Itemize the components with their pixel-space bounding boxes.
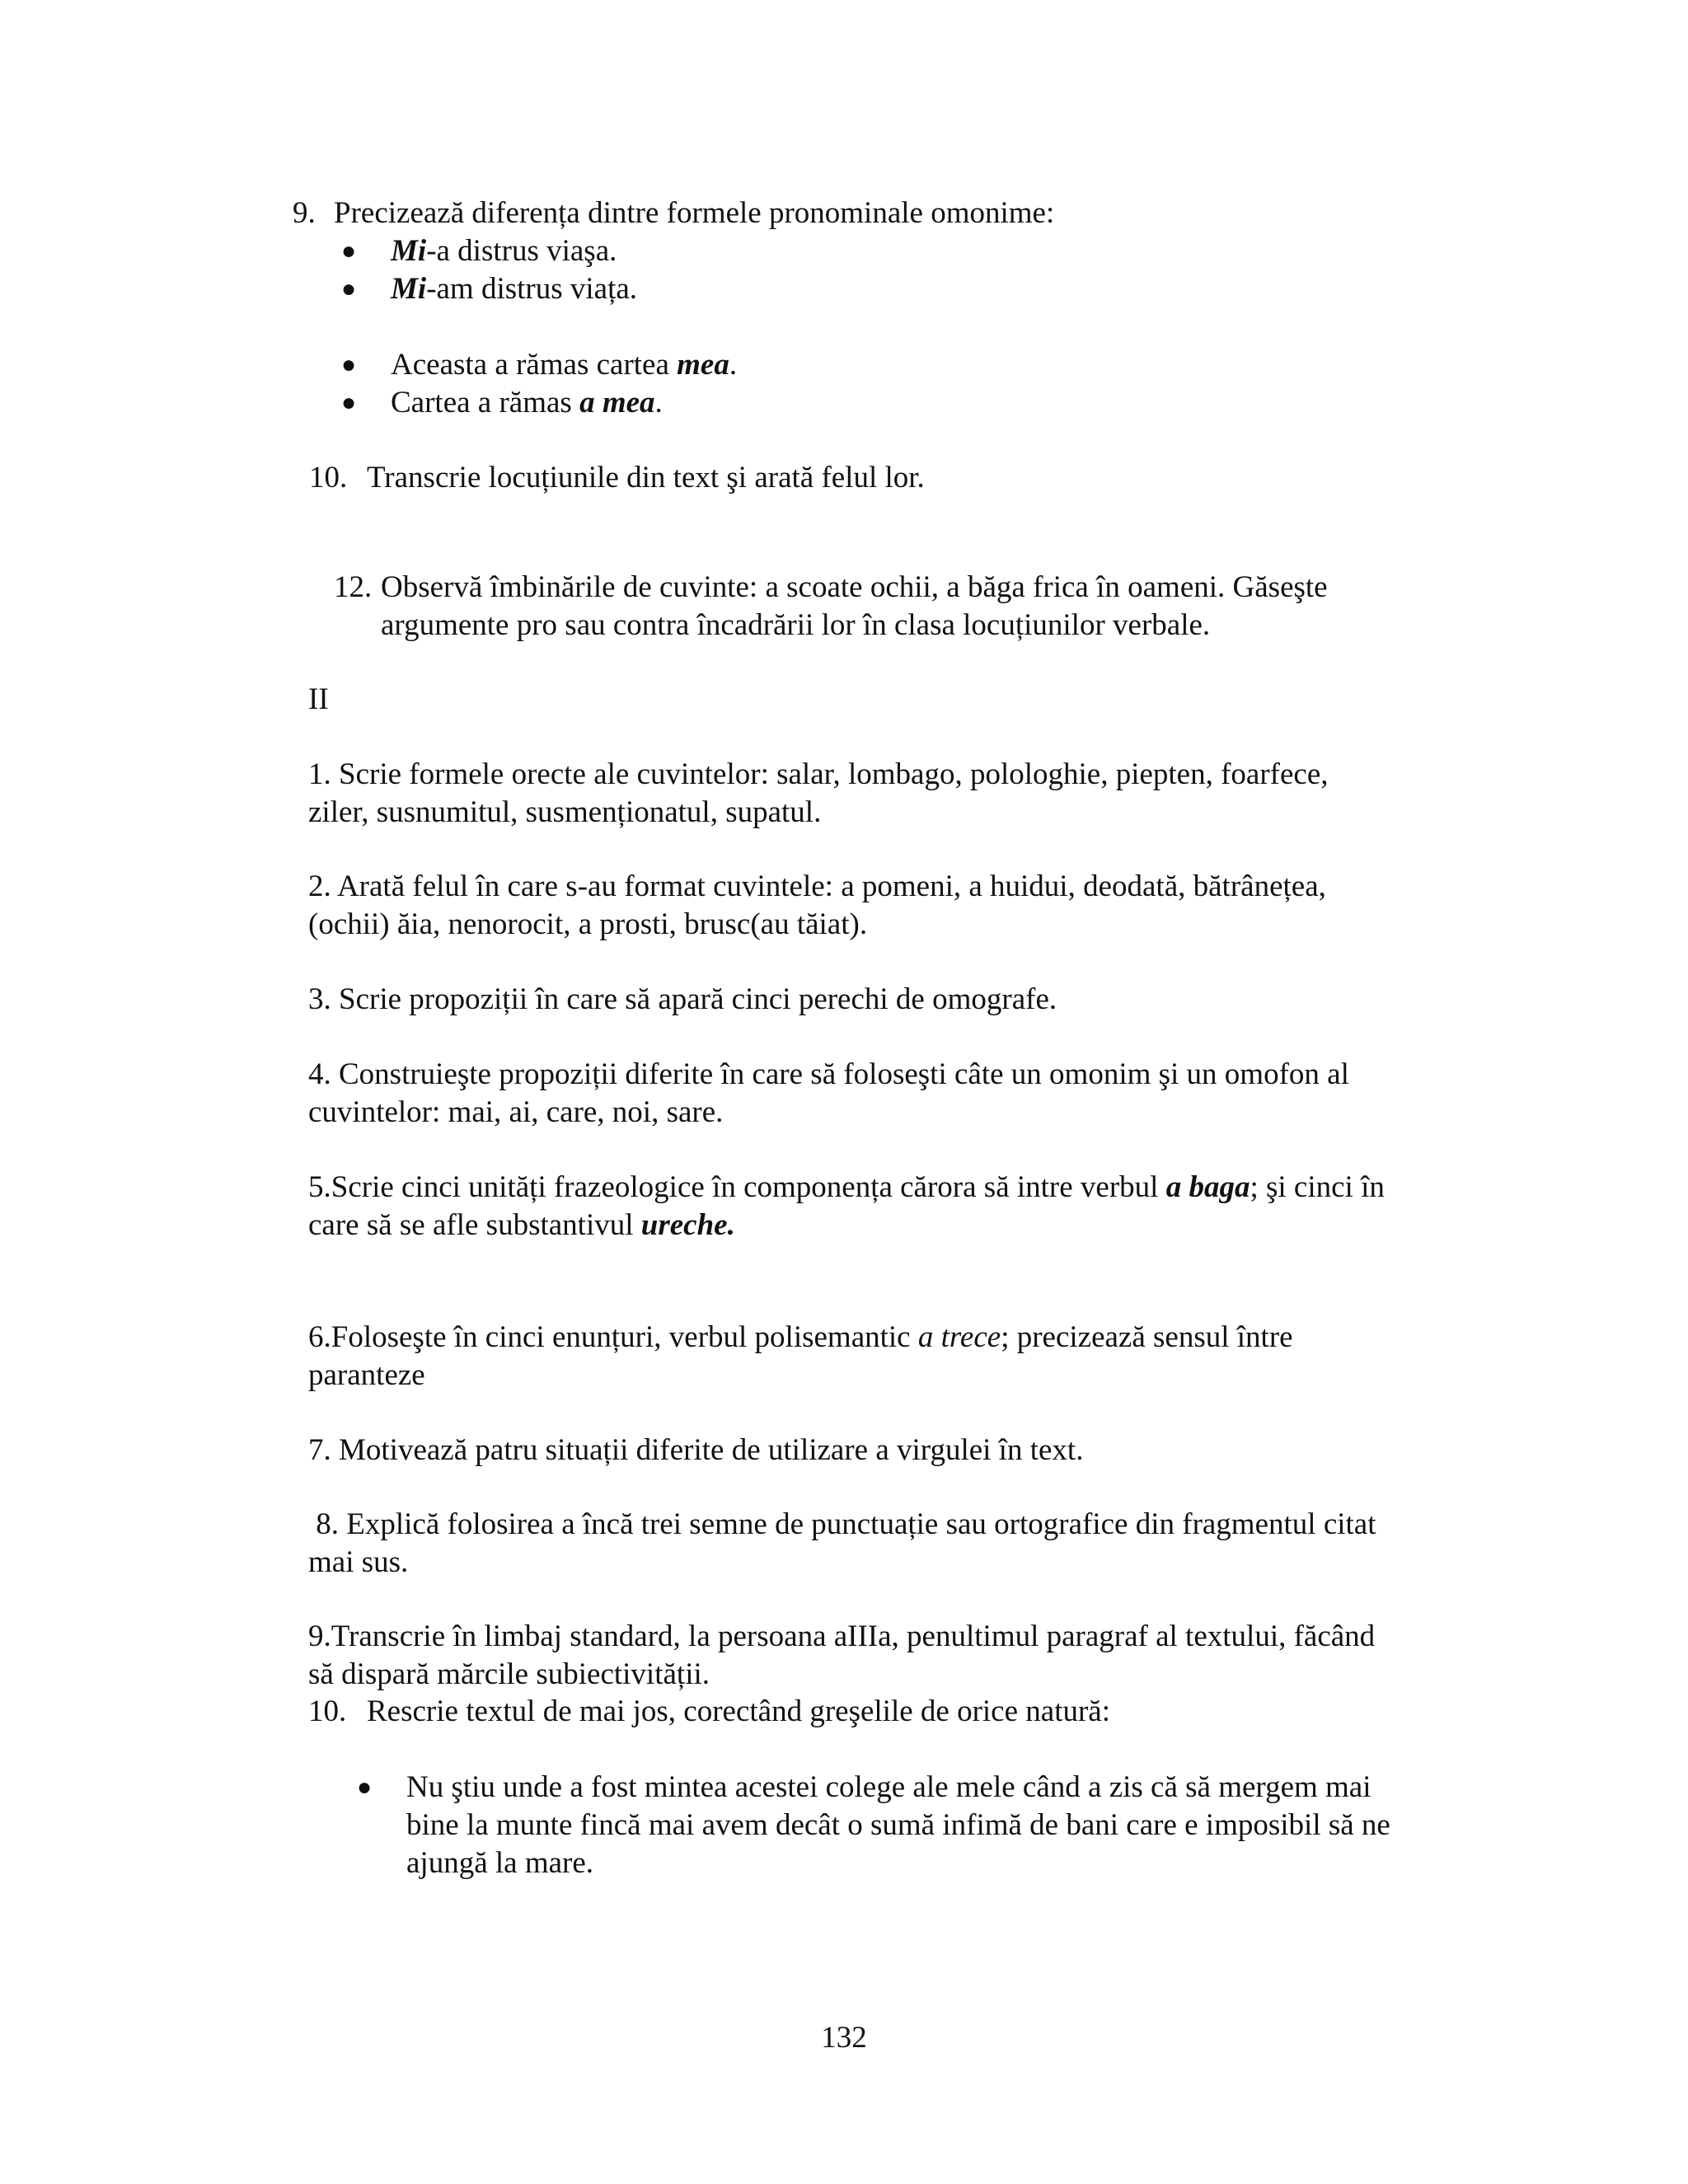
exercise-8-line-2: mai sus. xyxy=(308,1545,409,1579)
exercise-1-line-1: 1. Scrie formele orecte ale cuvintelor: salar, lombago, polologhie, piepten, foarfece, xyxy=(308,757,1329,791)
exercise-4-line-1: 4. Construieşte propoziții diferite în care să foloseşti câte un omonim şi un omofon al xyxy=(308,1057,1349,1091)
exercise-3-line-1: 3. Scrie propoziții în care să apară cinci perechi de omografe. xyxy=(308,982,1057,1016)
exercise-6-line-1: 6.Foloseşte în cinci enunțuri, verbul polisemantic a trece; precizează sensul între xyxy=(308,1320,1293,1354)
question-10-number: 10. xyxy=(309,461,348,494)
question-9-bullet-3: Aceasta a rămas cartea mea. xyxy=(391,348,738,382)
exercise-9-line-1: 9.Transcrie în limbaj standard, la persoana aIIIa, penultimul paragraf al textului, făcând xyxy=(308,1619,1376,1653)
question-12-line-2: argumente pro sau contra încadrării lor în clasa locuțiunilor verbale. xyxy=(381,608,1211,642)
bullet-icon: ● xyxy=(341,351,357,378)
exercise-2-line-1: 2. Arată felul în care s-au format cuvintele: a pomeni, a huidui, deodată, bătrânețea, xyxy=(308,869,1326,903)
bullet-icon: ● xyxy=(341,389,357,416)
question-9-bullet-2: Mi-am distrus viața. xyxy=(391,272,638,306)
exercise-2-line-2: (ochii) ăia, nenorocit, a prosti, brusc(au tăiat). xyxy=(308,907,868,941)
page-number: 132 xyxy=(821,2021,867,2055)
question-9-number: 9. xyxy=(293,196,316,230)
exercise-10-bullet-line-2: bine la munte fincă mai avem decât o sumă infimă de bani care e imposibil să ne xyxy=(406,1808,1390,1842)
question-12-line-1: Observă îmbinările de cuvinte: a scoate ochii, a băga frica în oameni. Găseşte xyxy=(381,570,1328,604)
exercise-4-line-2: cuvintelor: mai, ai, care, noi, sare. xyxy=(308,1095,724,1129)
exercise-7-line-1: 7. Motivează patru situații diferite de utilizare a virgulei în text. xyxy=(308,1433,1084,1467)
question-9-bullet-4: Cartea a rămas a mea. xyxy=(391,386,663,419)
bullet-icon: ● xyxy=(341,275,357,302)
bullet-icon: ● xyxy=(341,237,357,265)
exercise-10-text: Rescrie textul de mai jos, corectând greşelile de orice natură: xyxy=(367,1694,1111,1728)
exercise-1-line-2: ziler, susnumitul, susmenționatul, supatul. xyxy=(308,795,822,829)
exercise-5-line-1: 5.Scrie cinci unități frazeologice în componența cărora să intre verbul a baga; şi cinci în xyxy=(308,1170,1385,1204)
question-12-number: 12. xyxy=(334,570,373,604)
question-10-text: Transcrie locuțiunile din text şi arată felul lor. xyxy=(367,461,925,494)
exercise-8-line-1: 8. Explică folosirea a încă trei semne de punctuație sau ortografice din fragmentul citat xyxy=(308,1507,1376,1541)
section-heading: II xyxy=(308,682,329,716)
question-9-text: Precizează diferența dintre formele pronominale omonime: xyxy=(334,196,1055,230)
exercise-6-line-2: paranteze xyxy=(308,1358,425,1392)
exercise-10-bullet-line-1: Nu ştiu unde a fost mintea acestei colege ale mele când a zis că să mergem mai xyxy=(406,1770,1372,1804)
exercise-9-line-2: să dispară mărcile subiectivității. xyxy=(308,1657,710,1691)
exercise-10-bullet-line-3: ajungă la mare. xyxy=(406,1846,594,1880)
exercise-10-number: 10. xyxy=(308,1694,347,1728)
bullet-icon: ● xyxy=(357,1774,373,1801)
question-9-bullet-1: Mi-a distrus viaşa. xyxy=(391,234,617,268)
exercise-5-line-2: care să se afle substantivul ureche. xyxy=(308,1208,735,1242)
